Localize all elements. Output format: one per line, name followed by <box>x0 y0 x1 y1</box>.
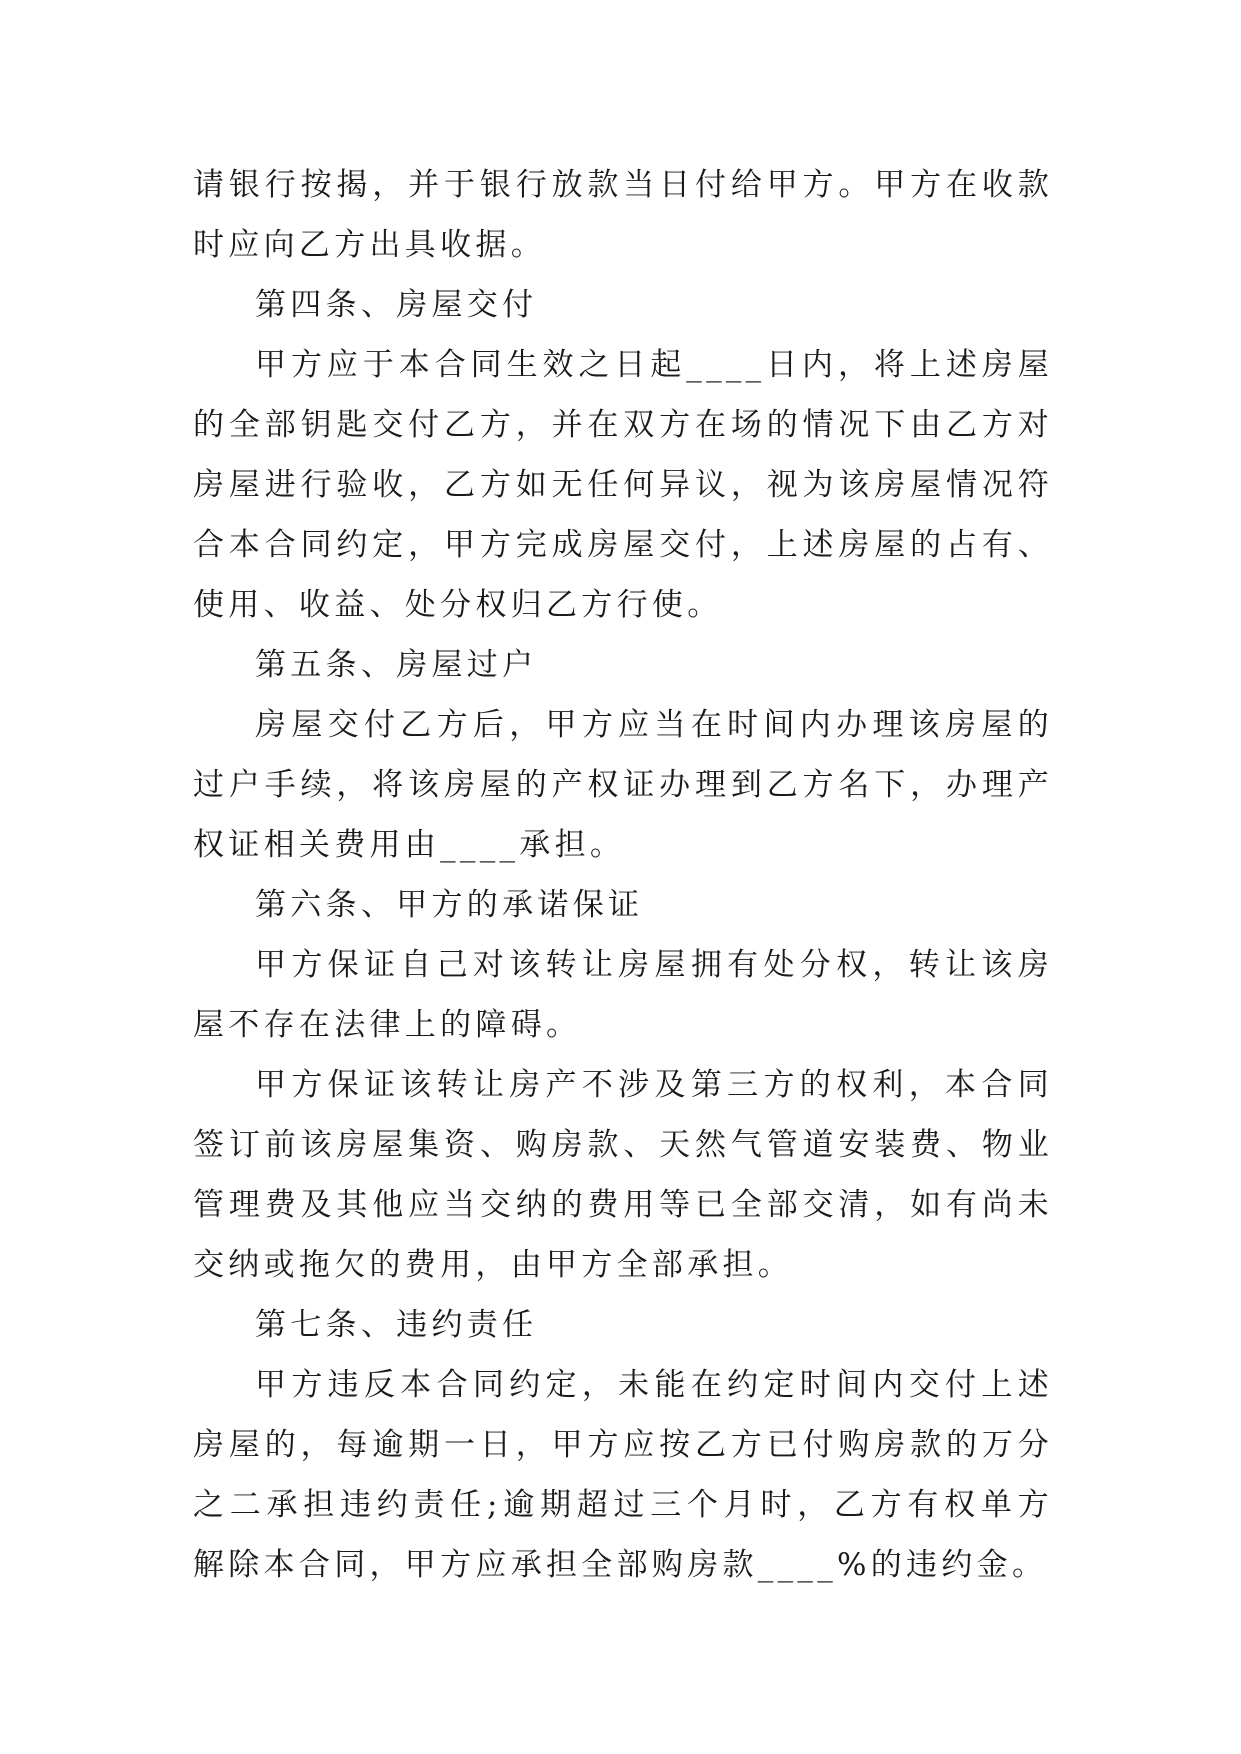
article-6-body-2: 甲方保证该转让房产不涉及第三方的权利，本合同签订前该房屋集资、购房款、天然气管道安装费、物业管理费及其他应当交纳的费用等已全部交清，如有尚未交纳或拖欠的费用，由甲方全部承担。 <box>193 1067 1053 1283</box>
article-6-body-1: 甲方保证自己对该转让房屋拥有处分权，转让该房屋不存在法律上的障碍。 <box>193 947 1053 1043</box>
article-5-heading: 第五条、房屋过户 <box>255 647 538 683</box>
article-5-body: 房屋交付乙方后，甲方应当在时间内办理该房屋的过户手续，将该房屋的产权证办理到乙方名下，办理产权证相关费用由____承担。 <box>193 707 1053 863</box>
article-6-heading: 第六条、甲方的承诺保证 <box>255 887 644 923</box>
article-4-heading: 第四条、房屋交付 <box>255 287 538 323</box>
article-4-body: 甲方应于本合同生效之日起____日内，将上述房屋的全部钥匙交付乙方，并在双方在场的情况下由乙方对房屋进行验收，乙方如无任何异议，视为该房屋情况符合本合同约定，甲方完成房屋交付，上述房屋的占有、使用、收益、处分权归乙方行使。 <box>193 347 1053 623</box>
paragraph-payment-continuation: 请银行按揭，并于银行放款当日付给甲方。甲方在收款时应向乙方出具收据。 <box>193 167 1053 263</box>
article-7-body: 甲方违反本合同约定，未能在约定时间内交付上述房屋的，每逾期一日，甲方应按乙方已付购房款的万分之二承担违约责任;逾期超过三个月时，乙方有权单方解除本合同，甲方应承担全部购房款____%的违约金。 <box>193 1367 1053 1583</box>
contract-text <box>193 155 1053 1595</box>
article-7-heading: 第七条、违约责任 <box>255 1307 538 1343</box>
